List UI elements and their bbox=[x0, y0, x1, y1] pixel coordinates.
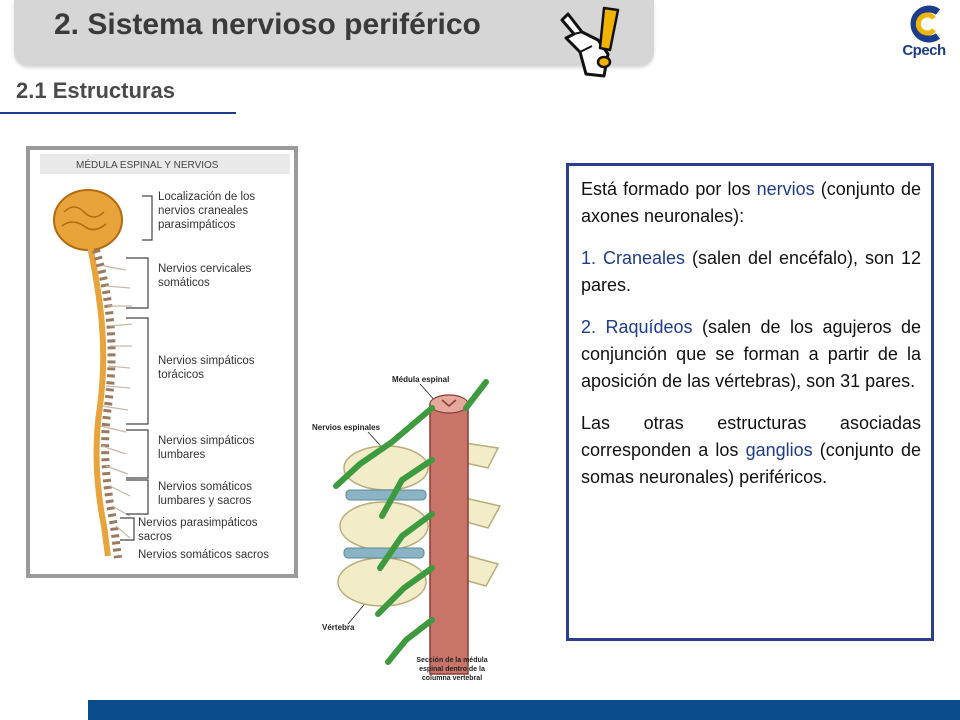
spinal-cord-section bbox=[430, 404, 468, 674]
term-ganglios: ganglios bbox=[745, 440, 813, 460]
label-somaticos-lumbares-2: lumbares y sacros bbox=[158, 495, 252, 507]
label-craneales-3: parasimpáticos bbox=[158, 219, 236, 231]
logo-text: Cpech bbox=[902, 42, 946, 59]
subtitle-underline bbox=[0, 112, 236, 114]
caption-line-3: columna vertebral bbox=[421, 675, 483, 682]
term-raquideos: 2. Raquídeos bbox=[581, 317, 693, 337]
caption-line-1: Sección de la médula bbox=[416, 657, 488, 664]
cpech-logo bbox=[894, 4, 954, 64]
label-toracicos-1: Nervios simpáticos bbox=[158, 355, 255, 367]
cpech-logo-mark bbox=[894, 4, 954, 44]
label-cervicales-2: somáticos bbox=[158, 277, 210, 289]
label-lumbares-1: Nervios simpáticos bbox=[158, 435, 255, 447]
label-nervios-espinales: Nervios espinales bbox=[312, 423, 381, 432]
label-cervicales-1: Nervios cervicales bbox=[158, 263, 252, 275]
label-medula-espinal: Médula espinal bbox=[392, 375, 450, 384]
paragraph-craneales: 1. Craneales (salen del encéfalo), son 12 pares. bbox=[581, 248, 921, 295]
label-craneales-2: nervios craneales bbox=[158, 205, 249, 217]
label-lumbares-2: lumbares bbox=[158, 449, 206, 461]
spinal-section-diagram bbox=[308, 368, 530, 686]
paragraph-nervios: Está formado por los nervios (conjunto de axones neuronales): bbox=[581, 179, 921, 226]
label-toracicos-2: torácicos bbox=[158, 369, 205, 381]
term-craneales: 1. Craneales bbox=[581, 248, 686, 268]
footer-bar bbox=[88, 700, 960, 720]
label-parasimpaticos-sacros-1: Nervios parasimpáticos bbox=[138, 517, 258, 529]
term-nervios: nervios bbox=[756, 179, 815, 199]
page-title: 2. Sistema nervioso periférico bbox=[54, 8, 481, 41]
label-somaticos-sacros: Nervios somáticos sacros bbox=[138, 549, 270, 561]
label-parasimpaticos-sacros-2: sacros bbox=[138, 531, 172, 543]
paragraph-ganglios: Las otras estructuras asociadas corresponden a los ganglios (conjunto de somas neuronales) periféricos. bbox=[581, 413, 921, 487]
figure1-heading: MÉDULA ESPINAL Y NERVIOS bbox=[76, 160, 219, 171]
description-box bbox=[566, 163, 934, 641]
paragraph-raquideos: 2. Raquídeos (salen de los agujeros de conjunción que se forman a partir de la aposición de las vértebras), son 31 pares. bbox=[581, 317, 921, 391]
spinal-cord-nerves-diagram bbox=[26, 146, 298, 578]
section-subtitle: 2.1 Estructuras bbox=[16, 78, 175, 103]
label-somaticos-lumbares-1: Nervios somáticos bbox=[158, 481, 252, 493]
caption-line-2: espinal dentro de la bbox=[419, 666, 485, 673]
brain-illustration bbox=[54, 190, 122, 250]
label-craneales-1: Localización de los bbox=[158, 191, 256, 203]
label-vertebra: Vértebra bbox=[322, 623, 355, 632]
pointing-hand-icon bbox=[552, 2, 624, 82]
